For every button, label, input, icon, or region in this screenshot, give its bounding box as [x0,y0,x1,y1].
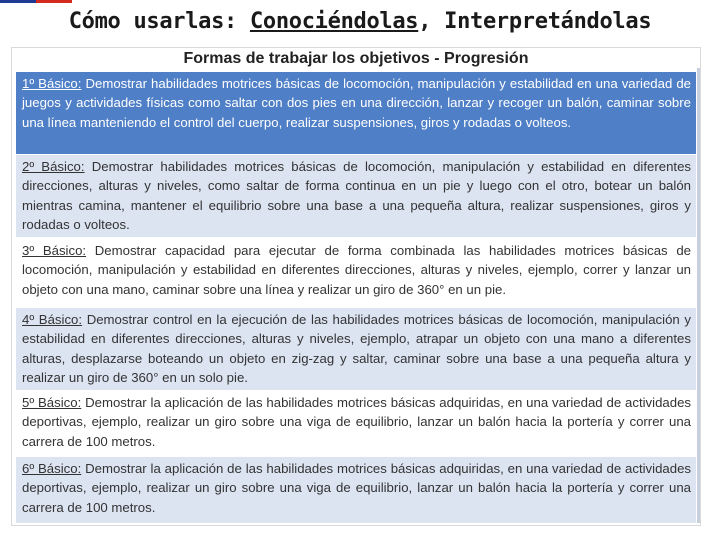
flag-stripe [0,0,720,3]
side-edge [697,68,700,523]
table-header: Formas de trabajar los objetivos - Progresión [183,50,529,67]
table-row-5-basico [16,391,696,455]
row-level-label: 1º Básico: [22,76,82,91]
row-level-label: 2º Básico: [22,159,85,174]
slide-title [0,9,720,34]
table-row-2-basico [16,155,696,237]
row-level-label: 3º Básico: [22,243,87,258]
table-row-4-basico [16,308,696,390]
objectives-table [11,47,701,526]
row-text: Demostrar control en la ejecución de las habilidades motrices básicas de locomoción, manipulación y estabilidad en diferentes direcciones, alturas y niveles, ejemplo, atrapar un objeto con una mano a diferentes alturas, desplazarse boteando un objeto en zig-zag y saltar, caminar sobre una base a una pequeña altura y realizar un giro de 360° en un solo pie. [22,312,691,385]
flag-rest [72,0,720,3]
table-row-1-basico [16,72,696,154]
row-text: Demostrar habilidades motrices básicas de locomoción, manipulación y estabilidad en una variedad de juegos y actividades físicas como saltar con dos pies en una dirección, lanzar y recoger un balón, caminar sobre una línea manteniendo el control del cuerpo, realizar suspensiones, giros y rodadas o volteos. [22,76,692,130]
row-text: Demostrar capacidad para ejecutar de forma combinada las habilidades motrices básicas de locomoción, manipulación y estabilidad en diferentes direcciones, alturas y niveles, ejemplo, correr y lanzar un objeto con una mano, caminar sobre una línea y realizar un giro de 360° en un pie. [22,243,692,297]
row-text: Demostrar la aplicación de las habilidades motrices básicas adquiridas, en una variedad de actividades deportivas, ejemplo, realizar un giro sobre una viga de equilibrio, lanzar un balón hacia la portería y correr una carrera de 100 metros. [22,395,692,449]
title-underlined: Conociéndolas [249,9,419,34]
row-level-label: 6º Básico: [22,461,82,476]
title-suffix: , Interpretándolas [418,9,652,34]
row-text: Demostrar habilidades motrices básicas de locomoción, manipulación y estabilidad en diferentes direcciones, alturas y niveles, como saltar de forma continua en un pie y luego con el otro, botear un balón mientras camina, mantener el equilibrio sobre una base a una pequeña altura, realizar suspensiones, giros y rodadas o volteos. [22,159,692,232]
row-level-label: 4º Básico: [22,312,83,327]
table-row-3-basico [16,239,696,307]
row-text: Demostrar la aplicación de las habilidades motrices básicas adquiridas, en una variedad de actividades deportivas, ejemplo, realizar un giro sobre una viga de equilibrio, lanzar un balón hacia la portería y correr una carrera de 100 metros. [22,461,692,515]
table-row-6-basico [16,457,696,523]
title-prefix: Cómo usarlas: [68,9,250,34]
row-level-label: 5º Básico: [22,395,82,410]
flag-blue-block [0,0,36,3]
flag-red-block [36,0,72,3]
